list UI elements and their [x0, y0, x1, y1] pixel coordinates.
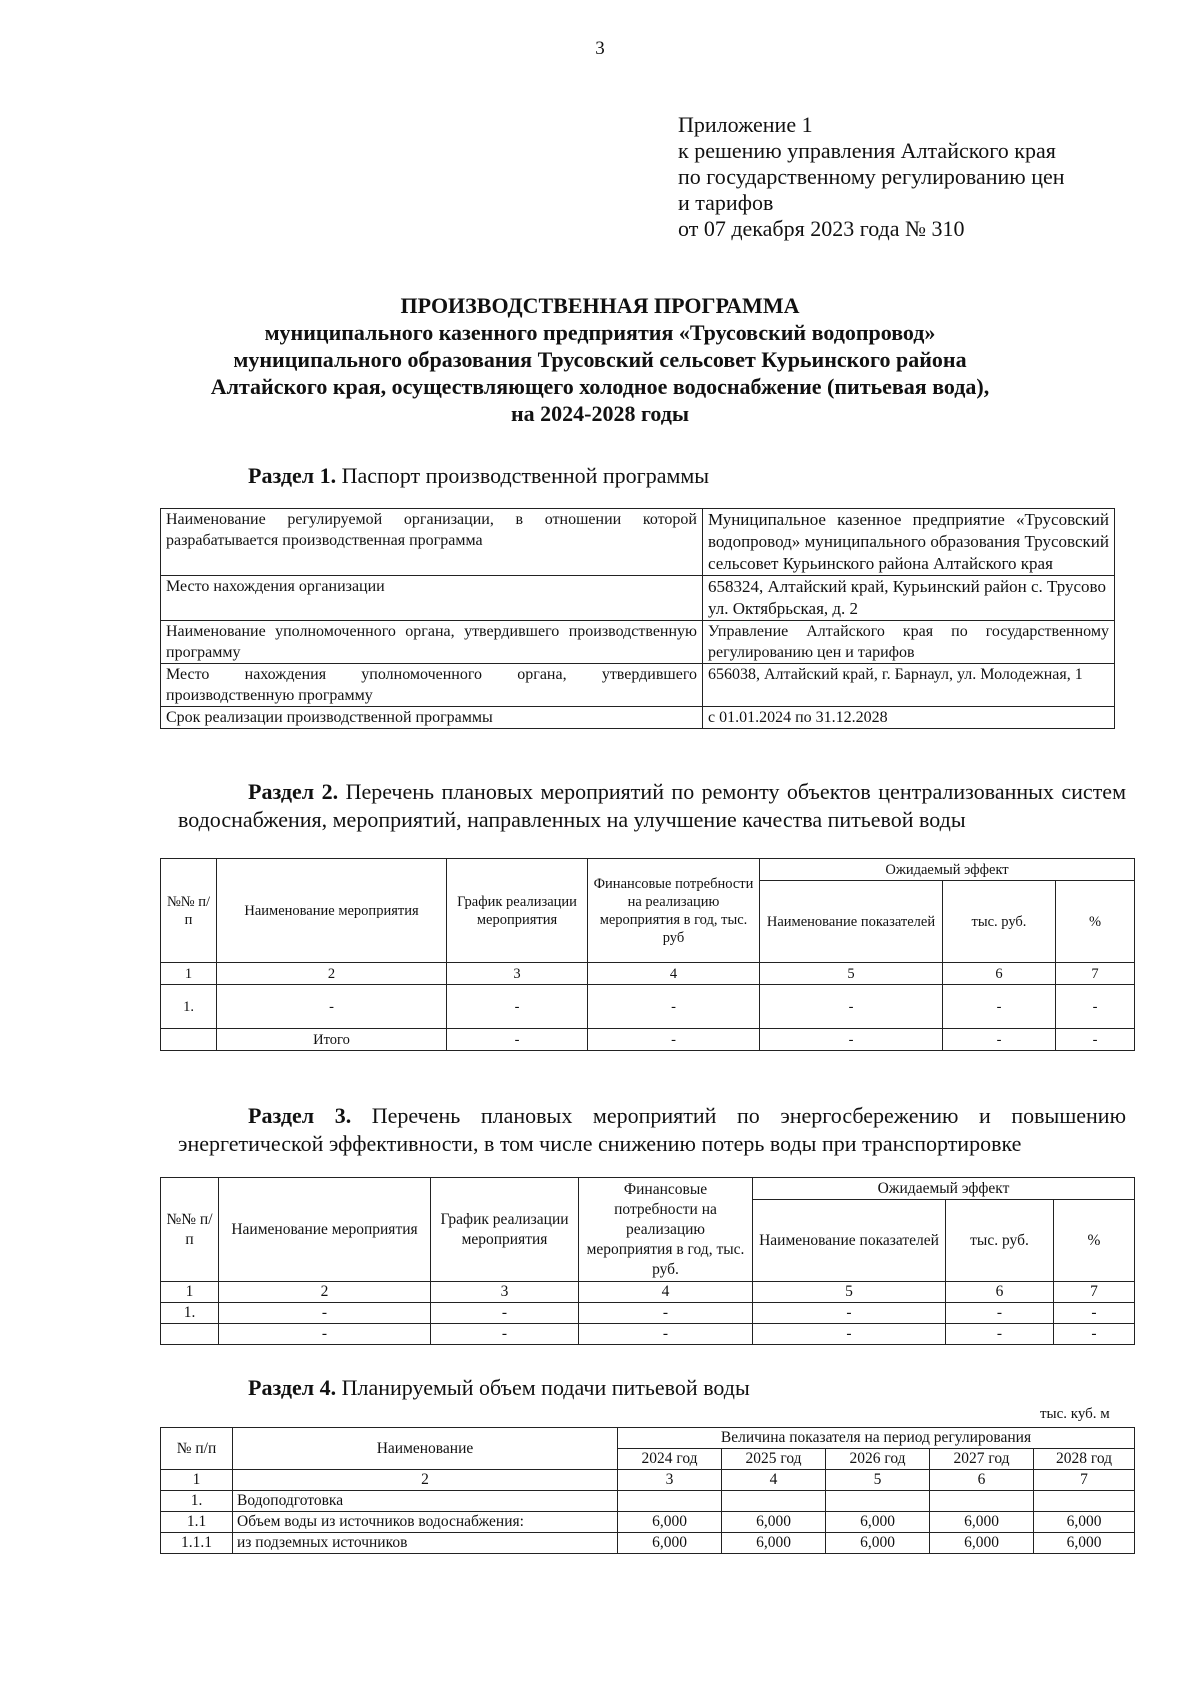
header-percent: %: [1054, 1200, 1135, 1282]
header-year: 2026 год: [826, 1449, 930, 1470]
appendix-line: и тарифов: [678, 190, 774, 215]
passport-table: [160, 508, 1115, 729]
table-cell: Итого: [217, 1029, 447, 1051]
table-cell: -: [447, 985, 588, 1029]
table-row: [161, 664, 1115, 707]
table-cell: [1034, 1491, 1135, 1512]
header-period: Величина показателя на период регулирования: [618, 1428, 1135, 1449]
table-cell: 6,000: [1034, 1533, 1135, 1554]
table-cell: 6,000: [722, 1512, 826, 1533]
table-cell: -: [431, 1324, 579, 1345]
table-cell: -: [760, 985, 943, 1029]
title-line: ПРОИЗВОДСТВЕННАЯ ПРОГРАММА: [400, 293, 800, 318]
table-cell: 6,000: [930, 1533, 1034, 1554]
column-number: 3: [618, 1470, 722, 1491]
table-cell: -: [588, 985, 760, 1029]
table-cell: -: [219, 1324, 431, 1345]
table-cell: Объем воды из источников водоснабжения:: [233, 1512, 618, 1533]
column-number: 6: [946, 1282, 1054, 1303]
title-line: Алтайского края, осуществляющего холодное водоснабжение (питьевая вода),: [210, 374, 990, 399]
header-name: Наименование: [233, 1428, 618, 1470]
title-line: муниципального казенного предприятия «Трусовский водопровод»: [264, 320, 936, 345]
table-row: [161, 621, 1115, 664]
table-row: [161, 576, 1115, 621]
table-cell: 6,000: [826, 1533, 930, 1554]
appendix-line: по государственному регулированию цен: [678, 164, 1065, 189]
table-cell: 1.1.1: [161, 1533, 233, 1554]
section4-text: Планируемый объем подачи питьевой воды: [341, 1375, 750, 1400]
table-cell: Наименование уполномоченного органа, утвердившего производственную программу: [161, 621, 703, 664]
title-line: муниципального образования Трусовский сельсовет Курьинского района: [233, 347, 967, 372]
table-cell: 6,000: [722, 1533, 826, 1554]
table-cell: [161, 1029, 217, 1051]
table-cell: Управление Алтайского края по государственному регулированию цен и тарифов: [703, 621, 1115, 664]
header-finance: Финансовые потребности на реализацию мероприятия в год, тыс. руб: [588, 859, 760, 963]
table-cell: -: [946, 1324, 1054, 1345]
column-number: 5: [760, 963, 943, 985]
column-number: 2: [233, 1470, 618, 1491]
section1-text: Паспорт производственной программы: [341, 463, 710, 488]
water-volume-table: [160, 1427, 1135, 1554]
table-cell: 6,000: [826, 1512, 930, 1533]
table-cell: [826, 1491, 930, 1512]
table-row: [161, 1491, 1135, 1512]
appendix-header: [678, 112, 1065, 242]
table-cell: -: [447, 1029, 588, 1051]
table-row: [161, 1029, 1135, 1051]
column-number: 6: [943, 963, 1056, 985]
table-row: [161, 509, 1115, 576]
table-cell: [722, 1491, 826, 1512]
column-number: 2: [219, 1282, 431, 1303]
column-number: 4: [588, 963, 760, 985]
column-number-row: [161, 963, 1135, 985]
column-number: 7: [1054, 1282, 1135, 1303]
section2-label: Раздел 2.: [248, 779, 339, 804]
table-cell: Водоподготовка: [233, 1491, 618, 1512]
section3-text: Перечень плановых мероприятий по энергосбережению и повышению энергетической эффективности, в том числе снижению потерь воды при транспортировке: [178, 1103, 1127, 1156]
table-cell: -: [753, 1324, 946, 1345]
table-cell: -: [217, 985, 447, 1029]
table-cell: -: [1054, 1303, 1135, 1324]
table-cell: [618, 1491, 722, 1512]
header-indicator: Наименование показателей: [760, 881, 943, 963]
table-cell: 6,000: [618, 1533, 722, 1554]
table-cell: -: [943, 985, 1056, 1029]
section4-heading: [248, 1374, 750, 1402]
table-cell: -: [219, 1303, 431, 1324]
header-name: Наименование мероприятия: [217, 859, 447, 963]
table-cell: Наименование регулируемой организации, в отношении которой разрабатывается производственная программа: [161, 509, 703, 576]
column-number: 2: [217, 963, 447, 985]
appendix-line: от 07 декабря 2023 года № 310: [678, 216, 965, 241]
table-cell: -: [943, 1029, 1056, 1051]
table-cell: -: [1054, 1324, 1135, 1345]
header-schedule: График реализации мероприятия: [447, 859, 588, 963]
table-header-row: [161, 1178, 1135, 1200]
table-cell: [930, 1491, 1034, 1512]
column-number: 5: [826, 1470, 930, 1491]
header-num: №№ п/п: [161, 1178, 219, 1282]
units-label: тыс. куб. м: [1040, 1406, 1110, 1422]
header-percent: %: [1056, 881, 1135, 963]
table-row: [161, 1533, 1135, 1554]
table-header-row: [161, 1428, 1135, 1449]
column-number: 4: [722, 1470, 826, 1491]
table-cell: -: [1056, 985, 1135, 1029]
table-cell: -: [579, 1324, 753, 1345]
section2-text: Перечень плановых мероприятий по ремонту объектов централизованных систем водоснабжения, мероприятий, направленных на улучшение качества питьевой воды: [178, 779, 1126, 832]
table-row: [161, 707, 1115, 729]
table-cell: 656038, Алтайский край, г. Барнаул, ул. Молодежная, 1: [703, 664, 1115, 707]
table-cell: из подземных источников: [233, 1533, 618, 1554]
header-year: 2024 год: [618, 1449, 722, 1470]
table-cell: 6,000: [930, 1512, 1034, 1533]
header-schedule: График реализации мероприятия: [431, 1178, 579, 1282]
column-number: 5: [753, 1282, 946, 1303]
page-number: 3: [595, 38, 605, 59]
appendix-line: Приложение 1: [678, 112, 813, 137]
header-indicator: Наименование показателей: [753, 1200, 946, 1282]
table-cell: [161, 1324, 219, 1345]
header-num: №№ п/п: [161, 859, 217, 963]
table-cell: Муниципальное казенное предприятие «Трусовский водопровод» муниципального образования Трусовский сельсовет Курьинского района Алтайского края: [703, 509, 1115, 576]
header-year: 2028 год: [1034, 1449, 1135, 1470]
table-cell: 658324, Алтайский край, Курьинский район с. Трусово ул. Октябрьская, д. 2: [703, 576, 1115, 621]
table-row: [161, 1512, 1135, 1533]
header-thousand: тыс. руб.: [946, 1200, 1054, 1282]
table-cell: 1.: [161, 1303, 219, 1324]
repair-measures-table: [160, 858, 1135, 1051]
column-number: 6: [930, 1470, 1034, 1491]
column-number: 3: [431, 1282, 579, 1303]
column-number-row: [161, 1282, 1135, 1303]
header-effect: Ожидаемый эффект: [753, 1178, 1135, 1200]
section1-heading: [248, 462, 709, 490]
table-cell: 6,000: [618, 1512, 722, 1533]
column-number: 7: [1056, 963, 1135, 985]
header-num: № п/п: [161, 1428, 233, 1470]
table-cell: -: [588, 1029, 760, 1051]
table-cell: 6,000: [1034, 1512, 1135, 1533]
table-cell: 1.1: [161, 1512, 233, 1533]
table-cell: -: [1056, 1029, 1135, 1051]
table-cell: -: [431, 1303, 579, 1324]
section4-label: Раздел 4.: [248, 1375, 337, 1400]
header-finance: Финансовые потребности на реализацию мероприятия в год, тыс. руб.: [579, 1178, 753, 1282]
table-cell: -: [753, 1303, 946, 1324]
table-row: [161, 1324, 1135, 1345]
header-year: 2027 год: [930, 1449, 1034, 1470]
appendix-line: к решению управления Алтайского края: [678, 138, 1056, 163]
table-cell: 1.: [161, 1491, 233, 1512]
table-cell: -: [946, 1303, 1054, 1324]
header-effect: Ожидаемый эффект: [760, 859, 1135, 881]
table-cell: Место нахождения организации: [161, 576, 703, 621]
column-number: 7: [1034, 1470, 1135, 1491]
table-row: [161, 1303, 1135, 1324]
section1-label: Раздел 1.: [248, 463, 337, 488]
table-cell: -: [579, 1303, 753, 1324]
section2-heading: [178, 778, 1126, 834]
header-name: Наименование мероприятия: [219, 1178, 431, 1282]
column-number: 1: [161, 963, 217, 985]
energy-measures-table: [160, 1177, 1135, 1345]
column-number: 1: [161, 1470, 233, 1491]
section3-label: Раздел 3.: [248, 1103, 352, 1128]
column-number: 3: [447, 963, 588, 985]
column-number: 4: [579, 1282, 753, 1303]
table-cell: -: [760, 1029, 943, 1051]
title-line: на 2024-2028 годы: [510, 401, 690, 426]
table-cell: с 01.01.2024 по 31.12.2028: [703, 707, 1115, 729]
table-cell: Срок реализации производственной программы: [161, 707, 703, 729]
document-title: [170, 292, 1030, 427]
header-year: 2025 год: [722, 1449, 826, 1470]
table-cell: 1.: [161, 985, 217, 1029]
table-cell: Место нахождения уполномоченного органа, утвердившего производственную программу: [161, 664, 703, 707]
column-number-row: [161, 1470, 1135, 1491]
header-thousand: тыс. руб.: [943, 881, 1056, 963]
table-header-row: [161, 859, 1135, 881]
column-number: 1: [161, 1282, 219, 1303]
table-row: [161, 985, 1135, 1029]
section3-heading: [178, 1102, 1126, 1158]
